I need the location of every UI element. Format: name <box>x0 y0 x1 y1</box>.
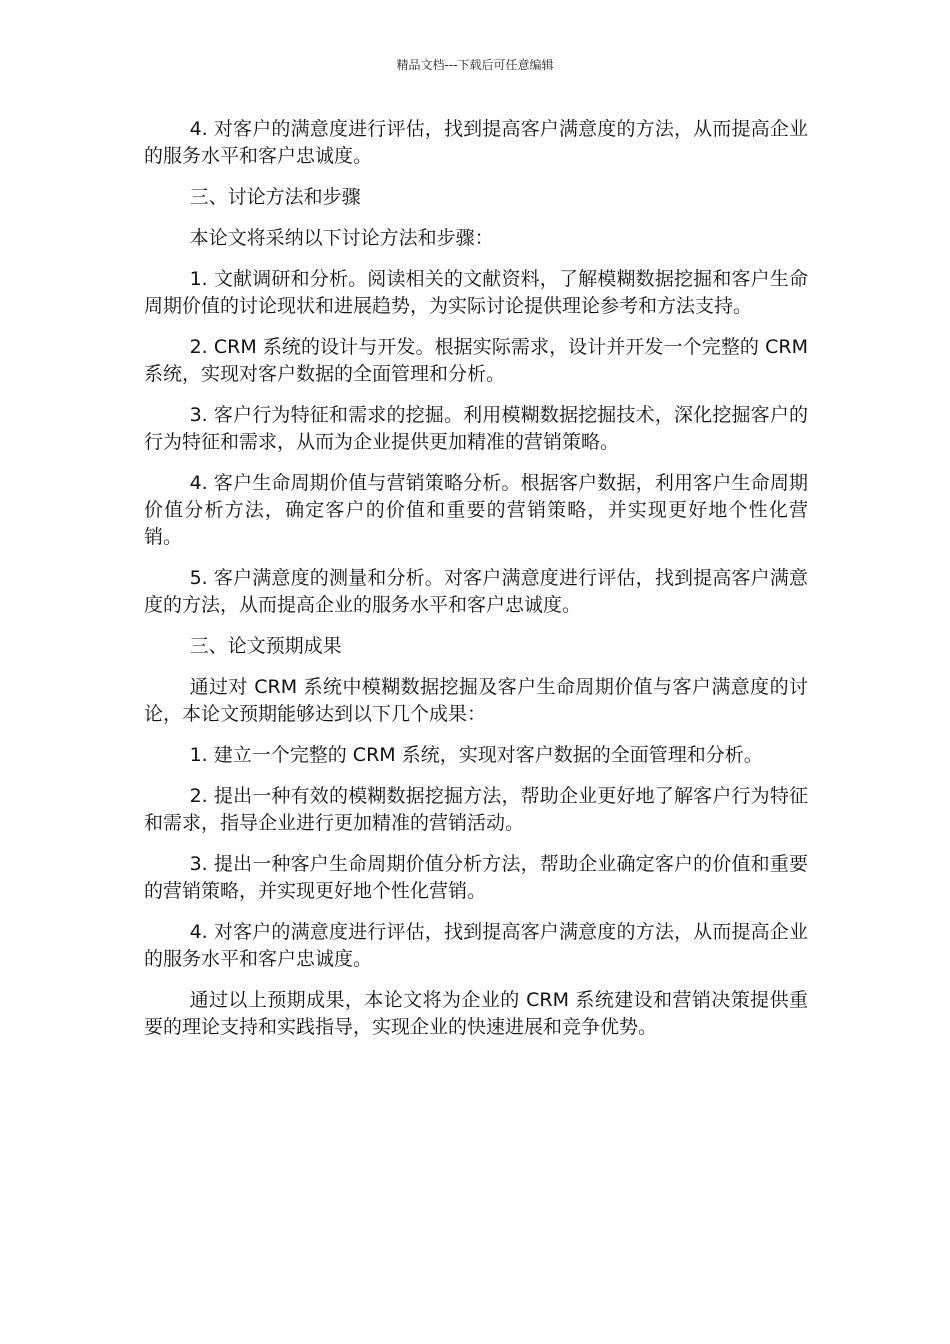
paragraph-method-1: 1. 文献调研和分析。阅读相关的文献资料，了解模糊数据挖掘和客户生命周期价值的讨论现状和进展趋势，为实际讨论提供理论参考和方法支持。 <box>144 268 808 317</box>
section-heading-results: 三、论文预期成果 <box>189 635 342 657</box>
paragraph-evaluate-satisfaction: 4. 对客户的满意度进行评估，找到提高客户满意度的方法，从而提高企业的服务水平和客户忠诚度。 <box>144 118 808 167</box>
paragraph-results-intro: 通过对 CRM 系统中模糊数据挖掘及客户生命周期价值与客户满意度的讨论，本论文预期能够达到以下几个成果： <box>144 676 808 725</box>
page-header: 精品文档---下载后可任意编辑 <box>396 58 554 72</box>
paragraph-result-3: 3. 提出一种客户生命周期价值分析方法，帮助企业确定客户的价值和重要的营销策略，并实现更好地个性化营销。 <box>144 853 808 902</box>
paragraph-result-4: 4. 对客户的满意度进行评估，找到提高客户满意度的方法，从而提高企业的服务水平和客户忠诚度。 <box>144 921 808 970</box>
paragraph-conclusion: 通过以上预期成果，本论文将为企业的 CRM 系统建设和营销决策提供重要的理论支持和实践指导，实现企业的快速进展和竞争优势。 <box>144 989 808 1038</box>
paragraph-method-3: 3. 客户行为特征和需求的挖掘。利用模糊数据挖掘技术，深化挖掘客户的行为特征和需求，从而为企业提供更加精准的营销策略。 <box>144 404 808 453</box>
paragraph-result-1: 1. 建立一个完整的 CRM 系统，实现对客户数据的全面管理和分析。 <box>189 744 763 766</box>
paragraph-methods-intro: 本论文将采纳以下讨论方法和步骤： <box>189 227 494 249</box>
document-body <box>144 116 808 1055</box>
section-heading-methods: 三、讨论方法和步骤 <box>189 186 361 208</box>
paragraph-method-5: 5. 客户满意度的测量和分析。对客户满意度进行评估，找到提高客户满意度的方法，从而提高企业的服务水平和客户忠诚度。 <box>144 567 808 616</box>
paragraph-result-2: 2. 提出一种有效的模糊数据挖掘方法，帮助企业更好地了解客户行为特征和需求，指导企业进行更加精准的营销活动。 <box>144 785 808 834</box>
paragraph-method-4: 4. 客户生命周期价值与营销策略分析。根据客户数据，利用客户生命周期价值分析方法，确定客户的价值和重要的营销策略，并实现更好地个性化营销。 <box>144 472 808 548</box>
paragraph-method-2: 2. CRM 系统的设计与开发。根据实际需求，设计并开发一个完整的 CRM 系统，实现对客户数据的全面管理和分析。 <box>144 336 808 385</box>
